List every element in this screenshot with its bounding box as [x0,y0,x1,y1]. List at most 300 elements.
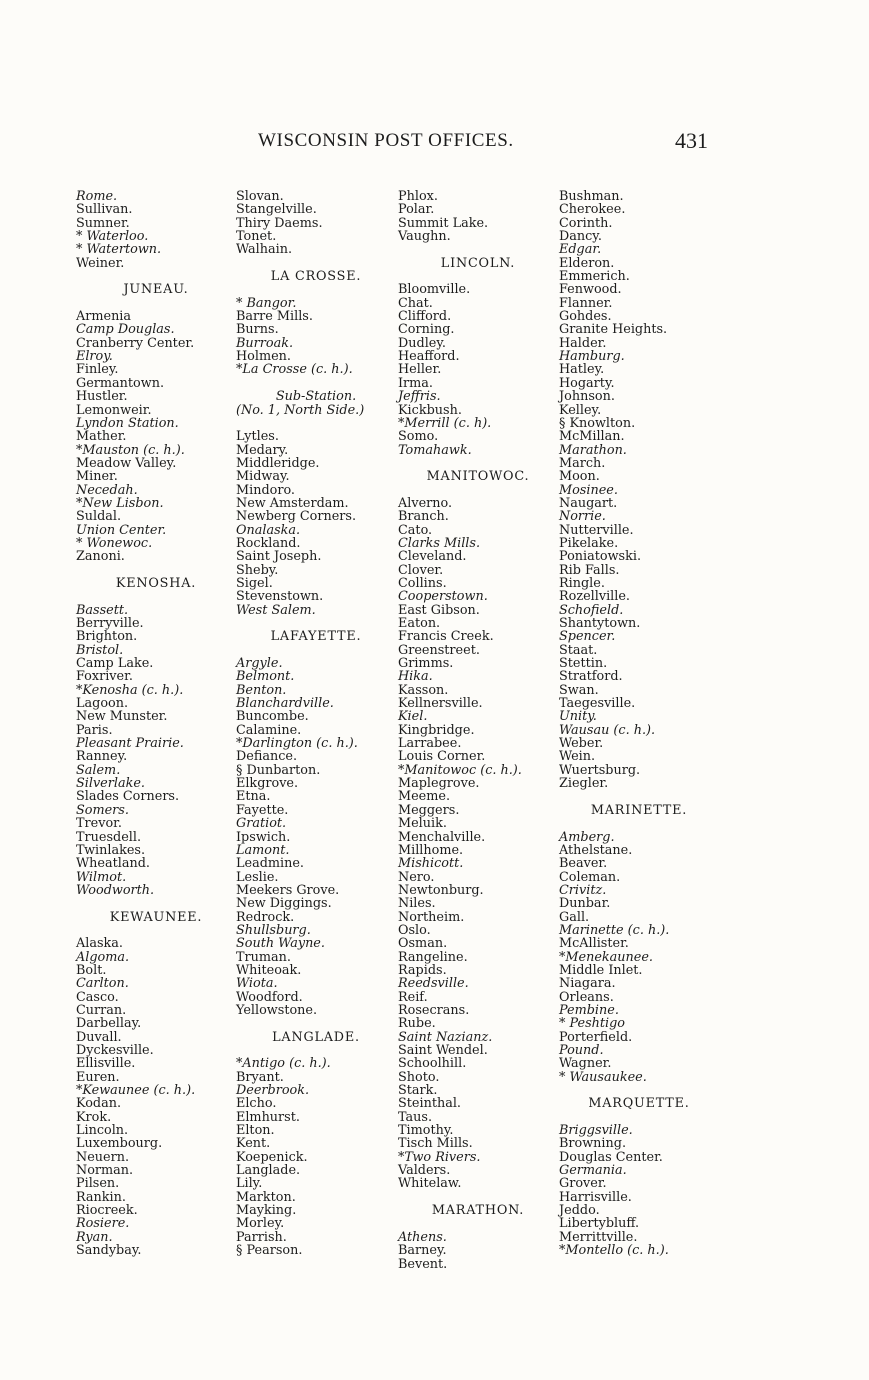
post-office-entry: Branch. [398,509,449,525]
post-office-entry: Camp Douglas. [76,322,175,338]
county-heading: MARATHON. [431,1203,525,1219]
post-office-entry: Mayking. [236,1203,297,1219]
post-office-entry: Hamburg. [559,349,625,365]
post-office-entry: Cranberry Center. [76,335,195,351]
post-office-entry: Millhome. [398,842,464,858]
post-office-entry: Pikelake. [559,535,619,551]
post-office-entry: Walhain. [236,242,293,258]
post-office-entry: Weiner. [76,255,125,271]
post-office-entry: Ryan. [76,1229,113,1245]
post-office-entry: Saint Joseph. [236,549,322,565]
post-office-entry: Heller. [398,362,442,378]
post-office-entry: * Wausaukee. [559,1069,647,1085]
post-office-entry: Parrish. [236,1229,287,1245]
post-office-entry: Miner. [76,469,118,485]
post-office-entry: Flanner. [559,295,613,311]
post-office-entry: Middleridge. [236,455,320,471]
post-office-entry: *New Lisbon. [76,495,164,511]
column-4 [559,190,719,1258]
post-office-entry: Curran. [76,1002,127,1018]
post-office-entry: Rosecrans. [398,1002,470,1018]
post-office-entry: Calamine. [236,722,302,738]
post-office-entry: Grimms. [398,656,454,672]
post-office-entry: Mosinee. [559,482,618,498]
post-office-entry: Argyle. [236,656,283,672]
post-office-entry: Pembine. [559,1002,619,1018]
post-office-entry: Coleman. [559,869,621,885]
post-office-entry: Wuertsburg. [559,762,641,778]
post-office-entry: Timothy. [398,1123,454,1139]
post-office-entry: Bevent. [398,1256,448,1272]
county-heading: LA CROSSE. [270,269,362,285]
spacer [76,897,236,910]
post-office-entry: Weber. [559,736,604,752]
post-office-entry: Truesdell. [76,829,142,845]
post-office-entry: Sigel. [236,575,273,591]
post-office-entry: Salem. [76,762,121,778]
post-office-entry: New Munster. [76,709,168,725]
post-office-entry: New Diggings. [236,896,332,912]
spacer [398,484,558,497]
spacer [76,924,236,937]
post-office-entry: Crivitz. [559,882,607,898]
post-office-entry: Meluik. [398,816,447,832]
post-office-entry: Granite Heights. [559,322,668,338]
post-office-entry: Etna. [236,789,271,805]
post-office-entry: Hika. [398,669,433,685]
post-office-entry: Kent. [236,1136,271,1152]
post-office-entry: Jeffris. [398,389,441,405]
post-office-entry: Gall. [559,909,590,925]
post-office-entry: Germania. [559,1163,627,1179]
post-office-entry: Lytles. [236,429,279,445]
post-office-entry: Corinth. [559,215,613,231]
post-office-entry: Camp Lake. [76,656,154,672]
post-office-entry: Amberg. [559,829,615,845]
post-office-entry: Meadow Valley. [76,455,177,471]
post-office-entry: Ranney. [76,749,128,765]
post-office-entry: Menchalville. [398,829,486,845]
post-office-entry: Wein. [559,749,596,765]
post-office-entry: Newberg Corners. [236,509,357,525]
post-office-entry: Osman. [398,936,448,952]
post-office-entry: Clarks Mills. [398,535,481,551]
post-office-entry: Hustler. [76,389,128,405]
post-office-entry: * Waterloo. [76,229,149,245]
post-office-entry: Buncombe. [236,709,309,725]
post-office-entry: Kiel. [398,709,428,725]
post-office-entry: East Gibson. [398,602,480,618]
post-office-entry: Neuern. [76,1149,130,1165]
post-office-entry: Rockland. [236,535,301,551]
running-title: WISCONSIN POST OFFICES. [258,130,514,151]
post-office-entry: Ringle. [559,575,605,591]
post-office-entry: Redrock. [236,909,295,925]
post-office-entry: Louis Corner. [398,749,486,765]
post-office-entry: New Amsterdam. [236,495,349,511]
post-office-entry: Whiteoak. [236,962,302,978]
post-office-entry: Stangelville. [236,202,317,218]
post-office-entry: Luxembourg. [76,1136,163,1152]
post-office-entry: Rube. [398,1016,436,1032]
post-office-entry: Marathon. [559,442,627,458]
post-office-entry: Browning. [559,1136,627,1152]
post-office-entry: *Kewaunee (c. h.). [76,1083,196,1099]
post-office-entry: * Wonewoc. [76,535,153,551]
post-office-entry: Kodan. [76,1096,122,1112]
post-office-entry: Pleasant Prairie. [76,736,184,752]
post-office-entry: Reedsville. [398,976,469,992]
county-heading: MARINETTE. [590,802,688,818]
post-office-entry: McAllister. [559,936,629,952]
post-office-entry: Nutterville. [559,522,634,538]
post-office-entry: Stratford. [559,669,623,685]
post-office-entry: Blanchardville. [236,696,334,712]
post-office-entry: Niagara. [559,976,616,992]
post-office-entry: Sandybay. [76,1243,142,1259]
post-office-entry: Tisch Mills. [398,1136,473,1152]
post-office-entry: Gohdes. [559,309,612,325]
spacer [236,644,396,657]
post-office-entry: § Pearson. [236,1243,303,1259]
spacer [398,457,558,470]
spacer [559,817,719,830]
spacer [236,417,396,430]
post-office-entry: Stevenstown. [236,589,324,605]
post-office-entry: Duvall. [76,1029,122,1045]
post-office-entry: Leslie. [236,869,279,885]
post-office-entry: Mishicott. [398,856,464,872]
spacer [559,1111,719,1124]
post-office-entry: Stettin. [559,656,608,672]
post-office-entry: Hogarty. [559,375,615,391]
post-office-entry: Sullivan. [76,202,133,218]
post-office-entry: Northeim. [398,909,465,925]
post-office-entry: Fenwood. [559,282,622,298]
post-office-entry: Burns. [236,322,279,338]
post-office-entry: *Darlington (c. h.). [236,736,358,752]
post-office-entry: Grover. [559,1176,607,1192]
post-office-entry: Slovan. [236,189,284,204]
post-office-entry: Wausau (c. h.). [559,722,656,738]
post-office-entry: Foxriver. [76,669,133,685]
post-office-entry: Dyckesville. [76,1043,154,1058]
post-office-entry: Saint Wendel. [398,1043,488,1058]
post-office-entry: Bassett. [76,602,129,618]
post-office-entry: Meggers. [398,802,460,818]
post-office-entry: Barney. [398,1243,447,1259]
post-office-entry: Langlade. [236,1163,301,1179]
post-office-entry: Johnson. [559,389,615,405]
post-office-entry: Hatley. [559,362,605,378]
post-office-entry: Irma. [398,375,434,391]
post-office-entry: Douglas Center. [559,1149,663,1165]
post-office-entry: Darbellay. [76,1016,142,1032]
post-office-entry: Sumner. [76,215,130,231]
post-office-entry: Libertybluff. [559,1216,640,1232]
post-office-entry: Marinette (c. h.). [559,922,670,938]
post-office-entry: Armenia [76,309,132,325]
post-office-entry: Spencer. [559,629,616,645]
post-office-entry: Truman. [236,949,291,965]
post-office-entry: Athens. [398,1229,447,1245]
spacer [236,1044,396,1057]
post-office-entry: Pound. [559,1043,604,1058]
page-number: 431 [675,128,708,153]
post-office-entry: Leadmine. [236,856,305,872]
post-office-entry: § Dunbarton. [236,762,321,778]
post-office-entry: Shantytown. [559,616,641,631]
post-office-entry: Wagner. [559,1056,612,1072]
post-office-entry: Middle Inlet. [559,962,643,978]
post-office-entry: Lemonweir. [76,402,152,418]
post-office-entry: McMillan. [559,429,625,445]
post-office-entry: Wilmot. [76,869,127,885]
post-office-entry: Paris. [76,722,113,738]
post-office-entry: Holmen. [236,349,291,365]
post-office-entry: Suldal. [76,509,122,525]
page-header [0,130,869,154]
post-office-entry: * Watertown. [76,242,162,258]
post-office-entry: Rosiere. [76,1216,130,1232]
post-office-entry: Sheby. [236,562,279,578]
post-office-entry: Yellowstone. [236,1002,318,1018]
post-office-entry: Bolt. [76,962,107,978]
post-office-entry: Steinthal. [398,1096,461,1112]
post-office-entry: Defiance. [236,749,298,765]
post-office-entry: Brighton. [76,629,138,645]
post-office-entry: Schofield. [559,602,624,618]
post-office-entry: Briggsville. [559,1123,633,1139]
county-heading: LAFAYETTE. [270,629,362,645]
post-office-entry: Rozellville. [559,589,630,605]
post-office-entry: West Salem. [236,602,316,618]
post-office-entry: Kellnersville. [398,696,483,712]
post-office-entry: Orleans. [559,989,614,1005]
post-office-entry: Morley. [236,1216,285,1232]
post-office-entry: Chat. [398,295,433,311]
post-office-entry: Clifford. [398,309,452,325]
post-office-entry: South Wayne. [236,936,325,952]
post-office-entry: Alaska. [76,936,123,952]
post-office-entry: Oslo. [398,922,431,938]
post-office-entry: *Two Rivers. [398,1149,481,1165]
spacer [236,1017,396,1030]
post-office-entry: Bushman. [559,189,624,204]
post-office-entry: Bristol. [76,642,124,658]
post-office-entry: Rib Falls. [559,562,620,578]
post-office-entry: Benton. [236,682,287,698]
post-office-entry: Euren. [76,1069,120,1085]
post-office-entry: Tonet. [236,229,277,245]
post-office-entry: Kingbridge. [398,722,475,738]
post-office-entry: *Manitowoc (c. h.). [398,762,522,778]
post-office-entry: Jeddo. [559,1203,600,1219]
post-office-entry: Francis Creek. [398,629,494,645]
post-office-entry: *Merrill (c. h). [398,415,492,431]
post-office-entry: Rankin. [76,1189,126,1205]
post-office-entry: Mindoro. [236,482,295,498]
post-office-entry: Lyndon Station. [76,415,179,431]
post-office-entry: *Antigo (c. h.). [236,1056,331,1072]
county-heading: MANITOWOC. [426,469,530,485]
post-office-entry: Finley. [76,362,119,378]
post-office-entry: Rapids. [398,962,447,978]
spacer [76,297,236,310]
post-office-entry: Schoolhill. [398,1056,467,1072]
spacer [236,257,396,270]
post-office-entry: Riocreek. [76,1203,138,1219]
county-heading: LANGLADE. [272,1029,360,1045]
post-office-entry: Norrie. [559,509,606,525]
post-office-entry: Krok. [76,1109,112,1125]
post-office-entry: Necedah. [76,482,138,498]
post-office-entry: * Peshtigo [559,1016,626,1032]
post-office-entry: Unity. [559,709,597,725]
post-office-entry: * Bangor. [236,295,297,311]
spacer [236,283,396,296]
post-office-entry: Kickbush. [398,402,462,418]
post-office-entry: Elderon. [559,255,615,271]
post-office-entry: Trevor. [76,816,122,832]
post-office-entry: Eaton. [398,616,441,631]
post-office-entry: Fayette. [236,802,289,818]
post-office-entry: Dunbar. [559,896,611,912]
post-office-entry: Elton. [236,1123,275,1139]
post-office-entry: Naugart. [559,495,618,511]
spacer [398,1217,558,1230]
post-office-entry: Somo. [398,429,439,445]
post-office-entry: Corning. [398,322,455,338]
post-office-entry: Shullsburg. [236,922,311,938]
post-office-entry: Shoto. [398,1069,440,1085]
post-office-entry: Maplegrove. [398,776,480,792]
post-office-entry: Ipswich. [236,829,291,845]
post-office-entry: Medary. [236,442,289,458]
post-office-entry: Cato. [398,522,433,538]
post-office-entry: Niles. [398,896,436,912]
post-office-entry: Elcho. [236,1096,277,1112]
county-heading: JUNEAU. [123,282,189,298]
post-office-entry: Norman. [76,1163,134,1179]
post-office-entry: Ellisville. [76,1056,136,1072]
post-office-entry: § Knowlton. [559,415,636,431]
post-office-entry: Wiota. [236,976,278,992]
post-office-entry: Berryville. [76,616,144,631]
post-office-entry: Lincoln. [76,1123,129,1139]
post-office-entry: Twinlakes. [76,842,146,858]
spacer [76,590,236,603]
post-office-entry: Taus. [398,1109,433,1125]
spacer [559,790,719,803]
post-office-entry: March. [559,455,606,471]
post-office-entry: Vaughn. [398,229,451,245]
post-office-entry: *Menekaunee. [559,949,653,965]
post-office-entry: *La Crosse (c. h.). [236,362,353,378]
post-office-entry: Lamont. [236,842,290,858]
county-heading: KENOSHA. [115,575,197,591]
column-2 [236,190,396,1258]
spacer [76,564,236,577]
spacer [236,377,396,390]
post-office-entry: Tomahawk. [398,442,472,458]
post-office-entry: Algoma. [76,949,130,965]
spacer [398,243,558,256]
post-office-entry: Heafford. [398,349,460,365]
county-heading: LINCOLN. [440,255,516,271]
post-office-entry: Somers. [76,802,129,818]
post-office-entry: Wheatland. [76,856,150,872]
post-office-entry: Mather. [76,429,127,445]
post-office-entry: (No. 1, North Side.) [236,402,365,418]
post-office-entry: Rangeline. [398,949,468,965]
post-office-entry: Alverno. [398,495,453,511]
post-office-entry: Beaver. [559,856,608,872]
post-office-entry: Saint Nazianz. [398,1029,493,1045]
post-office-entry: *Mauston (c. h.). [76,442,185,458]
post-office-entry: Barre Mills. [236,309,313,325]
post-office-entry: Silverlake. [76,776,145,792]
post-office-entry: Nero. [398,869,435,885]
post-office-entry: *Montello (c. h.). [559,1243,669,1259]
column-3 [398,190,558,1271]
post-office-entry: Poniatowski. [559,549,642,565]
post-office-entry: Halder. [559,335,607,351]
post-office-entry: Lily. [236,1176,263,1192]
post-office-entry: Athelstane. [559,842,633,858]
spacer [398,270,558,283]
post-office-entry: Cooperstown. [398,589,488,605]
post-office-entry: Deerbrook. [236,1083,310,1099]
post-office-entry: Elkgrove. [236,776,299,792]
post-office-entry: Onalaska. [236,522,301,538]
post-office-entry: Phlox. [398,189,438,204]
post-office-entry: Greenstreet. [398,642,480,658]
spacer [236,617,396,630]
post-office-entry: Elmhurst. [236,1109,300,1125]
post-office-entry: Taegesville. [559,696,636,712]
post-office-entry: Gratiot. [236,816,287,832]
column-1 [76,190,236,1258]
post-office-entry: Staat. [559,642,598,658]
post-office-entry: Woodford. [236,989,303,1005]
post-office-entry: Emmerich. [559,269,630,285]
county-heading: KEWAUNEE. [109,909,203,925]
spacer [559,1084,719,1097]
spacer [398,1191,558,1204]
post-office-entry: Meeme. [398,789,451,805]
post-office-entry: Ziegler. [559,776,609,792]
post-office-entry: Valders. [398,1163,451,1179]
post-office-entry: Burroak. [236,335,294,351]
post-office-entry: Cherokee. [559,202,626,218]
post-office-entry: Bloomville. [398,282,471,298]
post-office-entry: Newtonburg. [398,882,484,898]
post-office-entry: Harrisville. [559,1189,632,1205]
post-office-entry: Polar. [398,202,435,218]
post-office-entry: Merrittville. [559,1229,638,1245]
post-office-entry: Stark. [398,1083,438,1099]
post-office-entry: Whitelaw. [398,1176,462,1192]
post-office-entry: Lagoon. [76,696,129,712]
post-office-entry: Thiry Daems. [236,215,323,231]
post-office-entry: Dudley. [398,335,446,351]
post-office-entry: Collins. [398,575,447,591]
county-heading: MARQUETTE. [588,1096,690,1112]
post-office-entry: Koepenick. [236,1149,308,1165]
post-office-entry: Germantown. [76,375,165,391]
post-office-entry: Pilsen. [76,1176,120,1192]
